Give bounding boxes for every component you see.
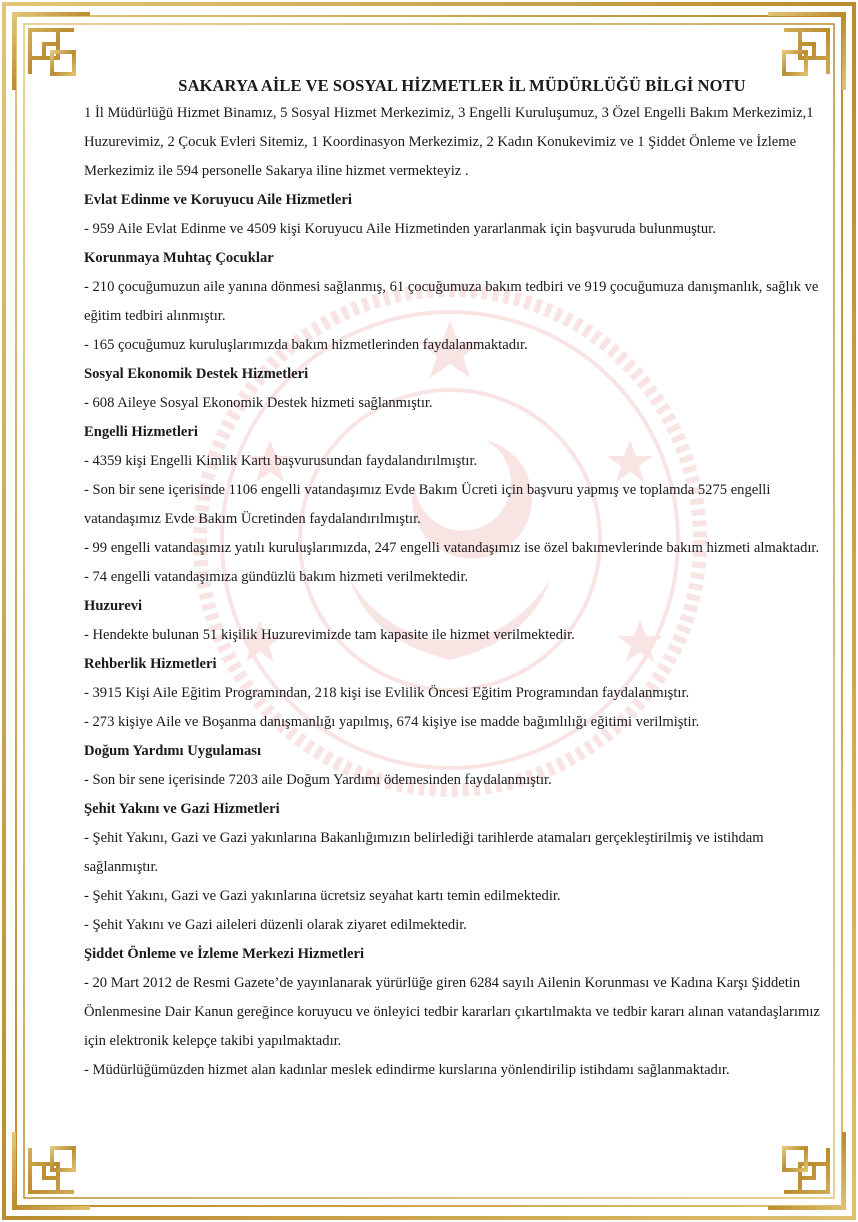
document-body [84,76,824,1085]
section-item: - Müdürlüğümüzden hizmet alan kadınlar meslek edindirme kurslarına yönlendirilip istihdamı sağlanmaktadır. [84,1062,730,1078]
section-heading-rehberlik: Rehberlik Hizmetleri [84,656,217,672]
section-heading-dogum-yardimi: Doğum Yardımı Uygulaması [84,743,262,759]
section-heading-sosyal-ekonomik: Sosyal Ekonomik Destek Hizmetleri [84,366,309,382]
section-item: - 4359 kişi Engelli Kimlik Kartı başvurusundan faydalandırılmıştır. [84,453,478,469]
section-heading-siddet-onleme: Şiddet Önleme ve İzleme Merkezi Hizmetleri [84,946,365,962]
section-item: - Şehit Yakını, Gazi ve Gazi yakınlarına Bakanlığımızın belirlediği tarihlerde atamaları gerçekleştirilmiş ve istihdam sağlanmıştır. [84,830,764,875]
section-item: - 99 engelli vatandaşımız yatılı kuruluşlarımızda, 247 engelli vatandaşımız ise özel bakımevlerinde bakım hizmeti almaktadır. [84,540,820,556]
section-item: - Son bir sene içerisinde 7203 aile Doğum Yardımı ödemesinden faydalanmıştır. [84,772,552,788]
section-heading-sehit-gazi: Şehit Yakını ve Gazi Hizmetleri [84,801,280,817]
section-heading-korunmaya-muhtac: Korunmaya Muhtaç Çocuklar [84,250,274,266]
section-item: - 20 Mart 2012 de Resmi Gazete’de yayınlanarak yürürlüğe giren 6284 sayılı Ailenin Korunması ve Kadına Karşı Şiddetin Önlenmesine Dair Kanun gereğince koruyucu ve önleyici tedbir kararları çıkartılmakta ve tedbir kararı alınan vatandaşlarımız için elektronik kelepçe takibi yapılmaktadır. [84,975,820,1049]
section-item: - 210 çocuğumuzun aile yanına dönmesi sağlanmış, 61 çocuğumuza bakım tedbiri ve 919 çocuğumuza danışmanlık, sağlık ve eğitim tedbiri alınmıştır. [84,279,819,324]
intro-paragraph: 1 İl Müdürlüğü Hizmet Binamız, 5 Sosyal Hizmet Merkezimiz, 3 Engelli Kuruluşumuz, 3 Özel Engelli Bakım Merkezimiz,1 Huzurevimiz, 2 Çocuk Evleri Sitemiz, 1 Koordinasyon Merkezimiz, 2 Kadın Konukevimiz ve 1 Şiddet Önleme ve İzleme Merkezimiz ile 594 personelle Sakarya iline hizmet vermekteyiz . [84,105,814,179]
section-item: - 608 Aileye Sosyal Ekonomik Destek hizmeti sağlanmıştır. [84,395,433,411]
section-item: - 3915 Kişi Aile Eğitim Programından, 218 kişi ise Evlilik Öncesi Eğitim Programından faydalanmıştır. [84,685,690,701]
document-title: SAKARYA AİLE VE SOSYAL HİZMETLER İL MÜDÜRLÜĞÜ BİLGİ NOTU [178,76,746,95]
section-item: - Şehit Yakını ve Gazi aileleri düzenli olarak ziyaret edilmektedir. [84,917,467,933]
section-heading-engelli: Engelli Hizmetleri [84,424,198,440]
section-item: - Şehit Yakını, Gazi ve Gazi yakınlarına ücretsiz seyahat kartı temin edilmektedir. [84,888,561,904]
section-item: - 959 Aile Evlat Edinme ve 4509 kişi Koruyucu Aile Hizmetinden yararlanmak için başvuruda bulunmuştur. [84,221,716,237]
section-item: - Hendekte bulunan 51 kişilik Huzurevimizde tam kapasite ile hizmet verilmektedir. [84,627,575,643]
section-heading-huzurevi: Huzurevi [84,598,143,614]
section-heading-evlat-edinme: Evlat Edinme ve Koruyucu Aile Hizmetleri [84,192,352,208]
section-item: - 273 kişiye Aile ve Boşanma danışmanlığı yapılmış, 674 kişiye ise madde bağımlılığı eğitimi verilmiştir. [84,714,700,730]
section-item: - 74 engelli vatandaşımıza gündüzlü bakım hizmeti verilmektedir. [84,569,469,585]
section-item: - Son bir sene içerisinde 1106 engelli vatandaşımız Evde Bakım Ücreti için başvuru yapmış ve toplamda 5275 engelli vatandaşımız Evde Bakım Ücretinden faydalandırılmıştır. [84,482,771,527]
section-item: - 165 çocuğumuz kuruluşlarımızda bakım hizmetlerinden faydalanmaktadır. [84,337,528,353]
